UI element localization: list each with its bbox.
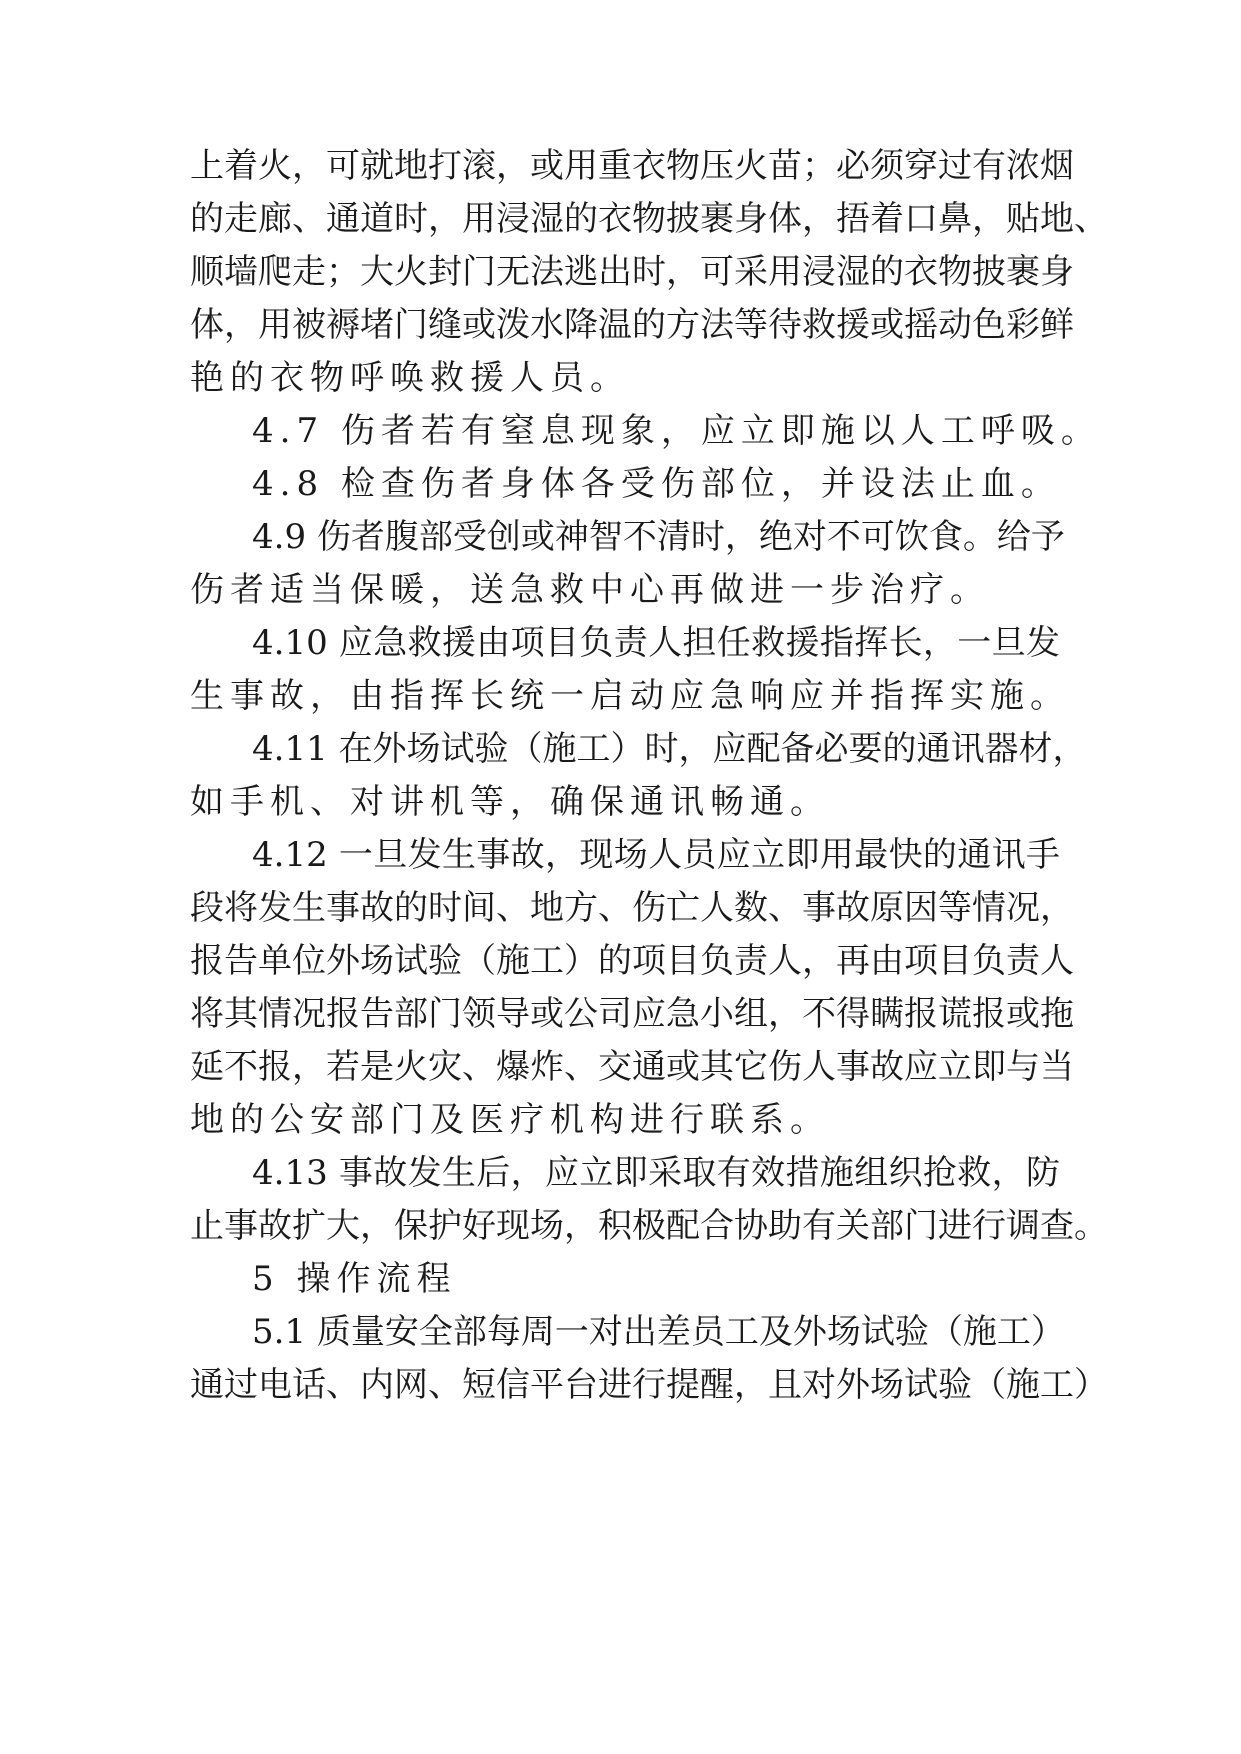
body-text-line: 将其情况报告部门领导或公司应急小组，不得瞒报谎报或拖 bbox=[190, 994, 1074, 1034]
body-text-line: 段将发生事故的时间、地方、伤亡人数、事故原因等情况， bbox=[190, 888, 1074, 928]
clause-4-7: 4.7 伤者若有窒息现象，应立即施以人工呼吸。 bbox=[252, 411, 1101, 451]
clause-5-1: 5.1 质量安全部每周一对出差员工及外场试验（施工） bbox=[252, 1312, 1065, 1352]
clause-4-9: 4.9 伤者腹部受创或神智不清时，绝对不可饮食。给予 bbox=[252, 517, 1065, 557]
clause-4-8: 4.8 检查伤者身体各受伤部位，并设法止血。 bbox=[252, 464, 1061, 504]
body-text-line: 地的公安部门及医疗机构进行联系。 bbox=[190, 1100, 830, 1140]
clause-4-10: 4.10 应急救援由项目负责人担任救援指挥长，一旦发 bbox=[252, 623, 1060, 663]
clause-4-12: 4.12 一旦发生事故，现场人员应立即用最快的通讯手 bbox=[252, 835, 1060, 875]
body-text-line: 止事故扩大，保护好现场，积极配合协助有关部门进行调查。 bbox=[190, 1206, 1108, 1246]
body-text-line: 通过电话、内网、短信平台进行提醒，且对外场试验（施工） bbox=[190, 1365, 1108, 1405]
body-text-line: 报告单位外场试验（施工）的项目负责人，再由项目负责人 bbox=[190, 941, 1074, 981]
body-text-line: 生事故，由指挥长统一启动应急响应并指挥实施。 bbox=[190, 676, 1070, 716]
body-text-line: 顺墙爬走；大火封门无法逃出时，可采用浸湿的衣物披裹身 bbox=[190, 252, 1074, 292]
clause-4-13: 4.13 事故发生后，应立即采取有效措施组织抢救，防 bbox=[252, 1153, 1060, 1193]
body-text-line: 上着火，可就地打滚，或用重衣物压火苗；必须穿过有浓烟 bbox=[190, 146, 1074, 186]
body-text-line: 如手机、对讲机等，确保通讯畅通。 bbox=[190, 782, 830, 822]
clause-4-11: 4.11 在外场试验（施工）时，应配备必要的通讯器材， bbox=[252, 729, 1087, 769]
body-text-line: 体，用被褥堵门缝或泼水降温的方法等待救援或摇动色彩鲜 bbox=[190, 305, 1074, 345]
body-text-line: 艳的衣物呼唤救援人员。 bbox=[190, 358, 630, 398]
body-text-line: 延不报，若是火灾、爆炸、交通或其它伤人事故应立即与当 bbox=[190, 1047, 1074, 1087]
body-text-line: 伤者适当保暖，送急救中心再做进一步治疗。 bbox=[190, 570, 990, 610]
body-text-line: 的走廊、通道时，用浸湿的衣物披裹身体，捂着口鼻，贴地、 bbox=[190, 199, 1108, 239]
section-heading-5: 5 操作流程 bbox=[252, 1259, 457, 1299]
